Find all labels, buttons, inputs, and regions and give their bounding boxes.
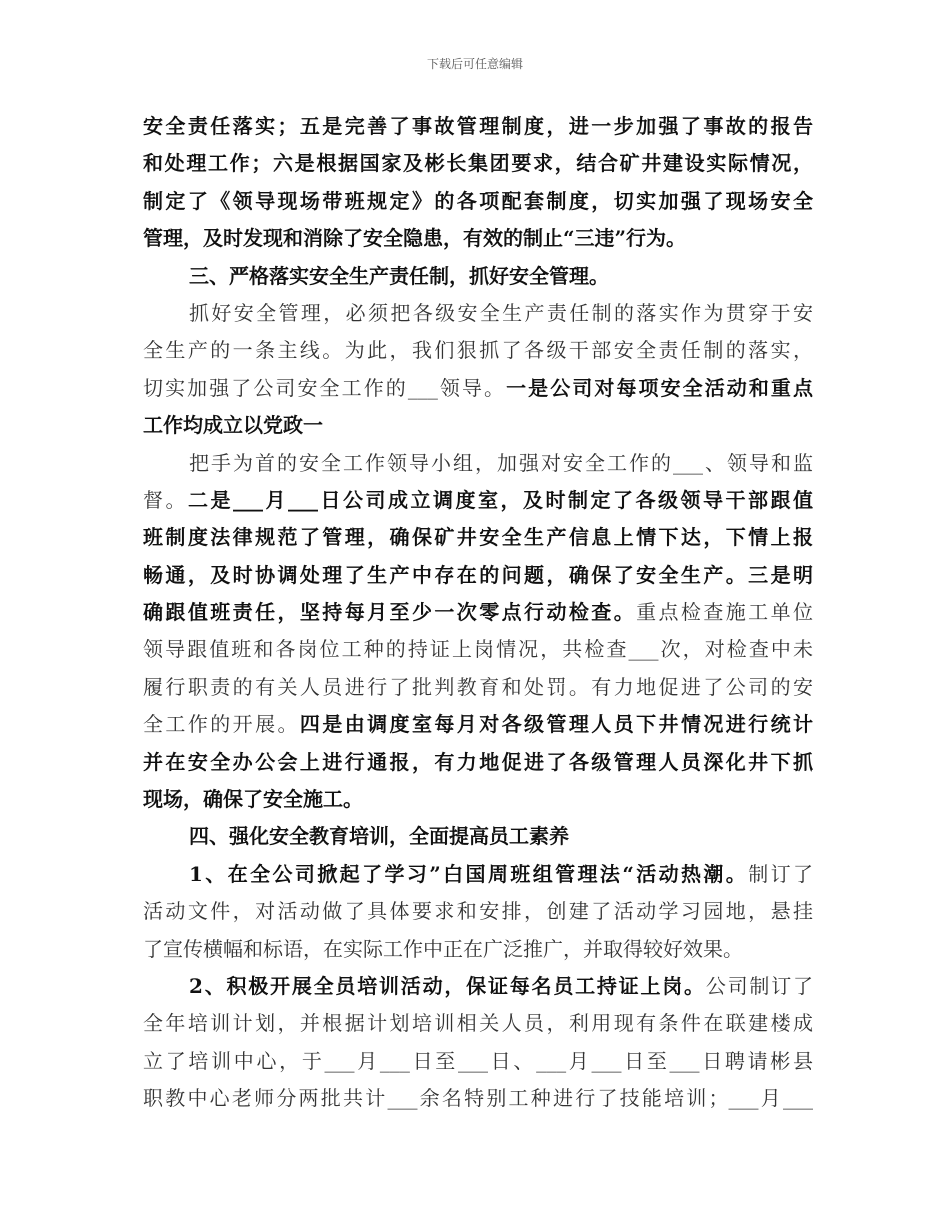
text-line [143, 893, 813, 930]
text-line [143, 295, 813, 332]
bold-text-run: 班制度法律规范了管理，确保矿井安全生产信息上情下达，下情上报 [143, 525, 813, 550]
bold-text-run: 二是___月___日公司成立调度室，及时制定了各级领导干部跟值 [188, 487, 813, 512]
text-line [143, 818, 813, 855]
bold-text-run: 确跟值班责任，坚持每月至少一次零点行动检查。 [143, 600, 637, 625]
bold-text-run: 现场，确保了安全施工。 [143, 787, 363, 812]
paragraph [143, 295, 813, 445]
document-body [143, 108, 813, 1118]
text-line [143, 781, 813, 818]
paragraph [143, 968, 813, 1118]
text-line [143, 594, 813, 631]
paragraph [143, 818, 813, 855]
bold-text-run: 和处理工作；六是根据国家及彬长集团要求，结合矿井建设实际情况， [143, 151, 813, 176]
text-run: 切实加强了公司安全工作的___领导。 [143, 375, 507, 400]
bold-text-run: 四、强化安全教育培训，全面提高员工素养 [189, 824, 569, 849]
bold-text-run: 工作均成立以党政一 [143, 413, 323, 438]
text-run: 重点检查施工单位 [636, 600, 814, 625]
text-line [143, 968, 813, 1005]
text-run: 履行职责的有关人员进行了批判教育和处罚。有力地促进了公司的安 [143, 674, 813, 699]
text-line [143, 220, 813, 257]
text-run: 了宣传横幅和标语，在实际工作中正在广泛推广，并取得较好效果。 [143, 936, 743, 961]
bold-text-run: 2、积极开展全员培训活动，保证每名员工持证上岗。 [189, 973, 706, 998]
text-line [143, 706, 813, 743]
bold-text-run: 三、严格落实安全生产责任制，抓好安全管理。 [189, 263, 609, 288]
bold-text-run: 四是由调度室每月对各级管理人员下井情况进行统计 [299, 712, 814, 737]
text-line [143, 631, 813, 668]
text-line [143, 1080, 813, 1117]
bold-text-run: 一是公司对每项安全活动和重点 [506, 375, 814, 400]
paragraph [143, 108, 813, 258]
text-line [143, 445, 813, 482]
text-line [143, 332, 813, 369]
text-line [143, 856, 813, 893]
text-line [143, 258, 813, 295]
text-run: 全生产的一条主线。为此，我们狠抓了各级干部安全责任制的落实， [143, 338, 813, 363]
bold-text-run: 并在安全办公会上进行通报，有力地促进了各级管理人员深化井下抓 [143, 749, 813, 774]
text-run: 公司制订了 [705, 973, 813, 998]
text-line [143, 557, 813, 594]
text-run: 把手为首的安全工作领导小组，加强对安全工作的___、领导和监 [189, 450, 813, 475]
text-line [143, 145, 813, 182]
bold-text-run: 1、在全公司掀起了学习”白国周班组管理法“活动热潮。 [189, 861, 749, 886]
text-line [143, 1005, 813, 1042]
text-line [143, 669, 813, 706]
bold-text-run: 管理，及时发现和消除了安全隐患，有效的制止“三违”行为。 [143, 226, 687, 251]
text-run: 立了培训中心，于___月___日至___日、___月___日至___日聘请彬县 [143, 1048, 813, 1073]
paragraph [143, 258, 813, 295]
text-line [143, 183, 813, 220]
text-line [143, 407, 813, 444]
text-line [143, 519, 813, 556]
text-line [143, 744, 813, 781]
text-run: 领导跟值班和各岗位工种的持证上岗情况，共检查___次，对检查中未 [143, 637, 813, 662]
paragraph [143, 445, 813, 819]
text-run: 职教中心老师分两批共计___余名特别工种进行了技能培训；___月___ [143, 1086, 813, 1111]
text-run: 全工作的开展。 [143, 712, 300, 737]
text-run: 全年培训计划，并根据计划培训相关人员，利用现有条件在联建楼成 [143, 1011, 813, 1036]
text-line [143, 931, 813, 968]
page-header: 下载后可任意编辑 [426, 57, 523, 71]
text-line [143, 108, 813, 145]
text-run: 督。 [143, 487, 188, 512]
text-line [143, 370, 813, 407]
bold-text-run: 制定了《领导现场带班规定》的各项配套制度，切实加强了现场安全 [143, 188, 813, 213]
bold-text-run: 安全责任落实；五是完善了事故管理制度，进一步加强了事故的报告 [143, 114, 813, 138]
bold-text-run: 畅通，及时协调处理了生产中存在的问题，确保了安全生产。三是明 [143, 562, 813, 587]
text-line [143, 1043, 813, 1080]
text-run: 活动文件，对活动做了具体要求和安排，创建了活动学习园地，悬挂 [143, 899, 813, 924]
text-run: 抓好安全管理，必须把各级安全生产责任制的落实作为贯穿于安 [189, 300, 813, 325]
text-line [143, 482, 813, 519]
text-run: 制订了 [748, 861, 813, 886]
paragraph [143, 856, 813, 968]
